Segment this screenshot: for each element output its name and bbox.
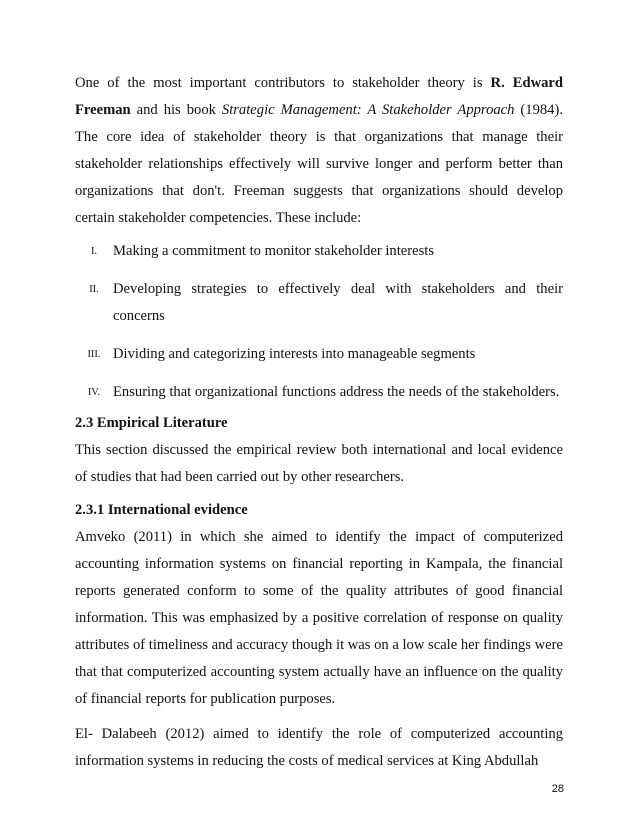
author-name: R. Edward Freeman [75, 75, 563, 118]
intro-text-before-name: One of the most important contributors to stakeholder theory is [75, 75, 491, 91]
page-number: 28 [551, 783, 564, 795]
list-item [75, 341, 563, 368]
list-item [75, 379, 563, 406]
list-numeral: IV. [87, 387, 101, 398]
list-item-text: Dividing and categorizing interests into manageable segments [113, 346, 476, 362]
intro-paragraph [75, 70, 563, 232]
section-heading-international: 2.3.1 International evidence [75, 502, 248, 518]
book-title: Strategic Management: A Stakeholder Approach [221, 102, 515, 118]
el-dalabeeh-paragraph: El- Dalabeeh (2012) aimed to identify the role of computerized accounting information systems in reducing the costs of medical services at King Abdullah [75, 726, 563, 769]
intro-text-before-book: and his book [130, 102, 222, 118]
list-item [75, 238, 563, 265]
list-numeral: II. [89, 284, 99, 295]
list-numeral: III. [87, 349, 101, 360]
section-heading-empirical: 2.3 Empirical Literature [75, 415, 228, 431]
list-item-text: Ensuring that organizational functions address the needs of the stakeholders. [113, 384, 560, 400]
intro-text-after-book: (1984). The core idea of stakeholder theory is that organizations that manage their stakeholder relationships effectively will survive longer and perform better than organizations that don't. Freeman suggests that organizations should develop certain stakeholder competencies. These include: [75, 102, 563, 226]
amveko-paragraph: Amveko (2011) in which she aimed to identify the impact of computerized accounting information systems on financial reporting in Kampala, the financial reports generated conform to some of the quality attributes of good financial information. This was emphasized by a positive correlation of response on quality attributes of timeliness and accuracy though it was on a low scale her findings were that that computerized accounting system actually have an influence on the quality of financial reports for publication purposes. [75, 529, 563, 707]
list-item-text: Developing strategies to effectively deal with stakeholders and their concerns [113, 281, 563, 324]
page-content [75, 70, 563, 775]
list-item [75, 276, 563, 330]
competency-list [75, 238, 563, 406]
list-numeral: I. [90, 246, 98, 257]
empirical-paragraph: This section discussed the empirical review both international and local evidence of studies that had been carried out by other researchers. [75, 442, 563, 485]
list-item-text: Making a commitment to monitor stakeholder interests [113, 243, 434, 259]
